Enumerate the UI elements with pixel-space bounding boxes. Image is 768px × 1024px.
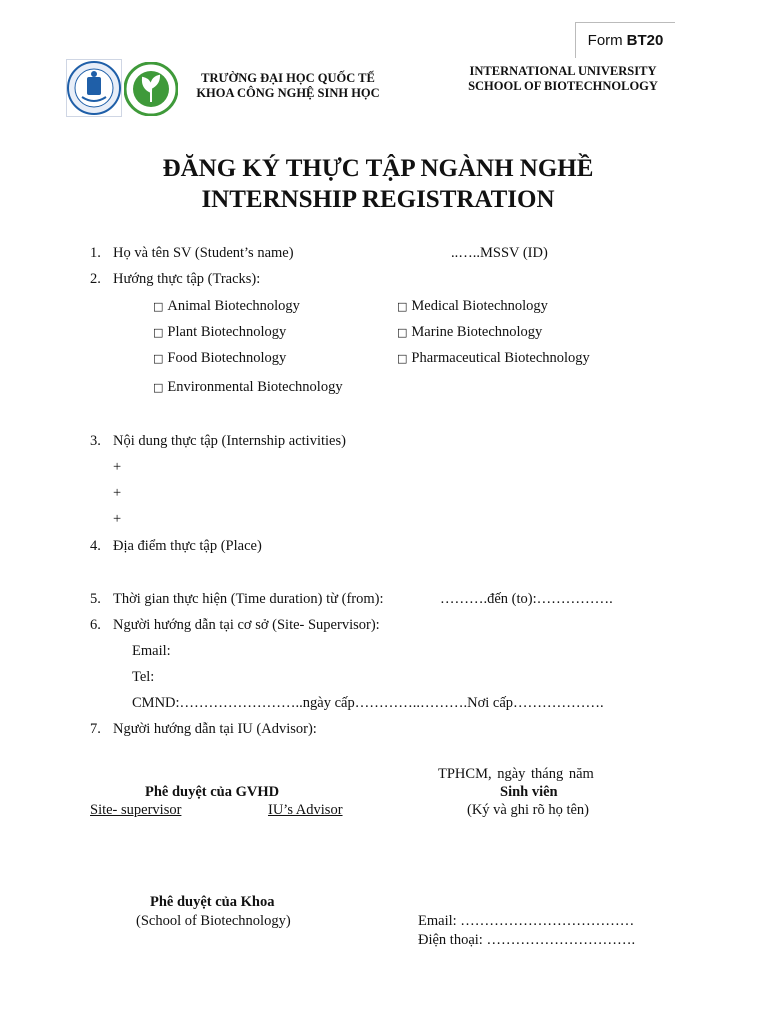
site-supervisor-label: Người hướng dẫn tại cơ sở (Site- Supervisor): — [113, 617, 380, 633]
checkbox-icon[interactable]: □ — [397, 300, 408, 313]
header-vn — [190, 71, 386, 101]
item-1-number: 1. — [90, 245, 101, 261]
activity-plus: + — [113, 459, 122, 475]
track-option[interactable] — [397, 298, 548, 315]
student-title: Sinh viên — [500, 784, 558, 800]
track-label: Plant Biotechnology — [167, 324, 287, 340]
header-en-line1: INTERNATIONAL UNIVERSITY — [469, 64, 657, 78]
student-id-label: ..…..MSSV (ID) — [451, 245, 548, 261]
supervisor-cmnd-label: CMND:……………………..ngày cấp…………..……….Nơi cấp………………. — [132, 695, 604, 711]
item-3-number: 3. — [90, 433, 101, 449]
checkbox-icon[interactable]: □ — [153, 326, 164, 339]
track-option[interactable] — [397, 350, 590, 367]
title-en: INTERNSHIP REGISTRATION — [201, 186, 555, 213]
activities-label: Nội dung thực tập (Internship activities) — [113, 433, 346, 449]
track-option[interactable] — [153, 324, 286, 341]
item-7-number: 7. — [90, 721, 101, 737]
biotech-logo — [124, 62, 178, 116]
track-label: Food Biotechnology — [167, 350, 287, 366]
khoa-approval-title: Phê duyệt của Khoa — [150, 894, 275, 910]
form-code: BT20 — [626, 32, 664, 49]
track-option[interactable] — [153, 298, 300, 315]
gvhd-approval-title: Phê duyệt của GVHD — [145, 784, 280, 800]
checkbox-icon[interactable]: □ — [153, 381, 164, 394]
track-option[interactable] — [153, 379, 343, 396]
form-code-box — [575, 22, 675, 58]
site-supervisor-signature-label: Site- supervisor — [90, 802, 182, 818]
title-vn: ĐĂNG KÝ THỰC TẬP NGÀNH NGHỀ — [162, 155, 594, 182]
iu-advisor-signature-label: IU’s Advisor — [268, 802, 343, 818]
student-phone-label: Điện thoại: …………………………. — [418, 932, 636, 948]
header-en — [458, 64, 668, 94]
item-2-number: 2. — [90, 271, 101, 287]
form-prefix: Form — [587, 32, 623, 49]
track-option[interactable] — [153, 350, 286, 367]
supervisor-email-label: Email: — [132, 643, 171, 659]
checkbox-icon[interactable]: □ — [153, 352, 164, 365]
header-vn-line2: KHOA CÔNG NGHỆ SINH HỌC — [196, 86, 380, 100]
checkbox-icon[interactable]: □ — [153, 300, 164, 313]
advisor-label: Người hướng dẫn tại IU (Advisor): — [113, 721, 317, 737]
khoa-approval-subtitle: (School of Biotechnology) — [136, 913, 291, 929]
student-name-label: Họ và tên SV (Student’s name) — [113, 245, 294, 261]
track-label: Environmental Biotechnology — [167, 379, 343, 395]
checkbox-icon[interactable]: □ — [397, 352, 408, 365]
track-label: Medical Biotechnology — [411, 298, 548, 314]
item-4-number: 4. — [90, 538, 101, 554]
track-label: Animal Biotechnology — [167, 298, 300, 314]
checkbox-icon[interactable]: □ — [397, 326, 408, 339]
supervisor-tel-label: Tel: — [132, 669, 155, 685]
place-label: Địa điểm thực tập (Place) — [113, 538, 262, 554]
item-6-number: 6. — [90, 617, 101, 633]
date-line: TPHCM, ngày tháng năm — [438, 766, 594, 782]
activity-plus: + — [113, 511, 122, 527]
iu-logo — [66, 59, 122, 117]
track-label: Pharmaceutical Biotechnology — [411, 350, 590, 366]
header-en-line2: SCHOOL OF BIOTECHNOLOGY — [468, 79, 658, 93]
student-email-label: Email: ……………………………… — [418, 913, 635, 929]
student-signature-note: (Ký và ghi rõ họ tên) — [467, 802, 590, 818]
item-5-number: 5. — [90, 591, 101, 607]
activity-plus: + — [113, 485, 122, 501]
duration-label: Thời gian thực hiện (Time duration) từ (from): — [113, 591, 384, 607]
track-label: Marine Biotechnology — [411, 324, 543, 340]
duration-to-label: ……….đến (to):……………. — [440, 591, 613, 607]
tracks-label: Hướng thực tập (Tracks): — [113, 271, 261, 287]
header-vn-line1: TRƯỜNG ĐẠI HỌC QUỐC TẾ — [201, 71, 375, 85]
track-option[interactable] — [397, 324, 542, 341]
